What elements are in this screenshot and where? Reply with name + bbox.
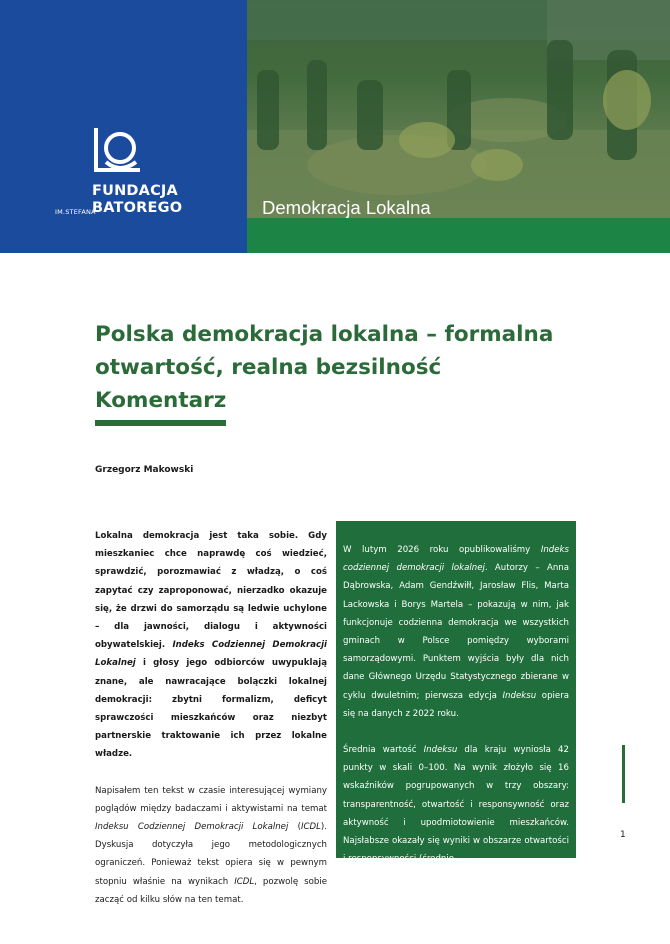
section-label: Demokracja Lokalna [262, 197, 431, 218]
info-box-paragraph-2: Średnia wartość Indeksu dla kraju wyniosła 42 punkty w skali 0–100. Na wynik złożyło się 16 wskaźników pogrupowanych w trzy obszary: transparentność, otwartość i responsywność oraz aktywność i upodmiotowienie mieszkańców. Najsłabsze okazały się wyniki w obszarze otwartości i responsywności (średnio [343, 745, 569, 865]
logo-text-batorego: BATOREGO [92, 200, 183, 216]
body-paragraph: Napisałem ten tekst w czasie interesującej wymiany poglądów między badaczami i aktywistami na temat Indeksu Codziennej Demokracji Lokalnej (ICDL). Dyskusja dotyczyła jego metodologicznych ograniczeń. Ponieważ tekst opiera się w pewnym stopniu właśnie na wynikach ICDL, pozwolę sobie zacząć od kilku słów na ten temat. [95, 785, 328, 905]
title-line-1: Polska demokracja lokalna – formalna [95, 322, 554, 347]
page-number: 1 [620, 830, 626, 840]
title-line-2: otwartość, realna bezsilność [95, 355, 442, 380]
left-column [95, 527, 327, 927]
page-title [95, 318, 615, 417]
logo-text-im-stefana: IM.STEFANA [55, 208, 96, 216]
logo-panel [0, 0, 247, 253]
header-photo-illustration [247, 0, 670, 218]
info-box-paragraph-1: W lutym 2026 roku opublikowaliśmy Indeks codziennej demokracji lokalnej. Autorzy – Anna Dąbrowska, Adam Gendźwiłł, Jarosław Flis, Marta Lackowska i Borys Martela – pokazują w nim, jak funkcjonuje codzienna demokracja we wszystkich gminach w Polsce pomiędzy wyborami samorządowymi. Punktem wyjścia były dla nich dane Głównego Urzędu Statystycznego zbierane w cyklu dwuletnim; pierwsza edycja Indeksu opiera się na danych z 2022 roku. [343, 545, 569, 719]
margin-bar [622, 745, 625, 803]
logo-text-fundacja: FUNDACJA [92, 183, 178, 199]
header-green-strip [247, 218, 670, 253]
title-underline [95, 420, 226, 426]
author-name: Grzegorz Makowski [95, 465, 194, 475]
info-box [336, 521, 576, 865]
batory-logo-icon [92, 126, 144, 178]
title-line-3: Komentarz [95, 388, 227, 413]
lead-paragraph: Lokalna demokracja jest taka sobie. Gdy mieszkaniec chce naprawdę coś wiedzieć, sprawdzić, porozmawiać z władzą, o coś zapytać czy zaproponować, nierzadko okazuje się, że drzwi do samorządu są ledwie uchylone – dla jawności, dialogu i aktywności obywatelskiej. Indeks Codziennej Demokracji Lokalnej i głosy jego odbiorców uwypuklają znane, ale nawracające bolączki lokalnej demokracji: zbytni formalizm, deficyt sprawczości mieszkańców oraz niezbyt partnerskie traktowanie ich przez lokalne władze. [95, 531, 327, 760]
header-photo [247, 0, 670, 218]
